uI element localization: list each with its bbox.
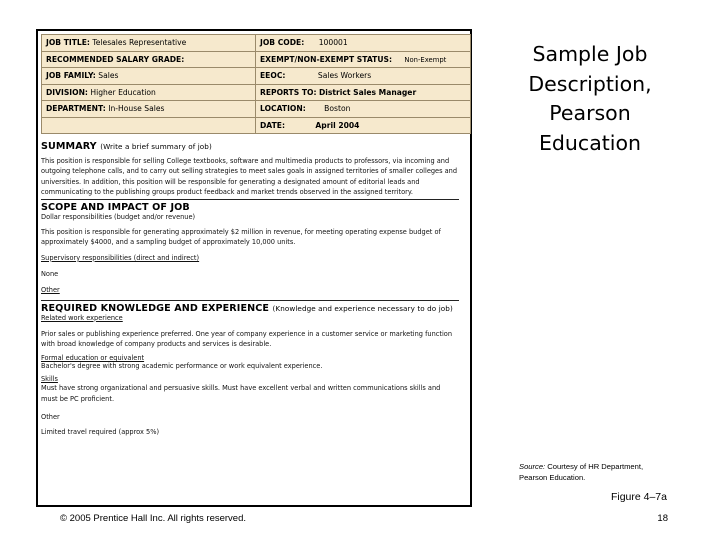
salary-grade-label: RECOMMENDED SALARY GRADE: bbox=[46, 54, 185, 64]
job-code-value: 100001 bbox=[318, 38, 348, 48]
divider bbox=[41, 300, 459, 301]
supervisory-value: None bbox=[41, 269, 59, 278]
location-value: Boston bbox=[324, 104, 351, 114]
source-note bbox=[519, 461, 699, 483]
division-value: Higher Education bbox=[90, 87, 156, 97]
scope-heading: SCOPE AND IMPACT OF JOB bbox=[41, 202, 190, 214]
reports-to-label: REPORTS TO: bbox=[260, 87, 317, 97]
header-row bbox=[42, 68, 471, 85]
job-family-label: JOB FAMILY: bbox=[46, 71, 96, 81]
summary-note: (Write a brief summary of job) bbox=[100, 142, 212, 151]
header-row bbox=[42, 101, 471, 118]
caption-line: Education bbox=[538, 130, 642, 155]
job-family-value: Sales bbox=[98, 71, 119, 81]
knowledge-note: (Knowledge and experience necessary to do job) bbox=[272, 303, 453, 313]
skills-label: Skills bbox=[41, 375, 58, 384]
division-label: DIVISION: bbox=[46, 87, 88, 97]
knowledge-other-text: Limited travel required (approx 5%) bbox=[41, 427, 160, 436]
eeoc-label: EEOC: bbox=[260, 71, 286, 81]
exempt-status-label: EXEMPT/NON-EXEMPT STATUS: bbox=[260, 54, 392, 64]
exempt-status-value: Non-Exempt bbox=[404, 55, 447, 64]
header-row bbox=[42, 35, 471, 52]
caption-line: Sample Job bbox=[532, 42, 648, 66]
reports-to-value: District Sales Manager bbox=[318, 87, 417, 97]
header-row bbox=[42, 117, 471, 134]
summary-text: This position is responsible for selling College textbooks, software and multimedia products to professors, via incoming and outgoing telephone calls, and to carry out selling strategies to meet sales goals in assigned territories of smaller colleges and universities. In addition, this position will be responsible for generating a designated amount of editorial leads and communicating to the publishing groups product feedback and market trends observed in the assigned territory. bbox=[41, 157, 458, 196]
source-text-line2: Pearson Education. bbox=[519, 473, 586, 482]
header-row bbox=[42, 51, 471, 68]
eeoc-value: Sales Workers bbox=[317, 71, 372, 81]
divider bbox=[41, 199, 459, 200]
dollar-responsibilities-label: Dollar responsibilities (budget and/or revenue) bbox=[41, 213, 196, 222]
knowledge-other-label: Other bbox=[41, 412, 60, 421]
job-title-label: JOB TITLE: bbox=[46, 38, 90, 48]
job-code-label: JOB CODE: bbox=[260, 38, 305, 48]
job-title-value: Telesales Representative bbox=[92, 38, 187, 48]
caption-line: Pearson bbox=[549, 101, 631, 125]
job-description-document bbox=[36, 29, 472, 507]
header-row bbox=[42, 84, 471, 101]
work-experience-text: Prior sales or publishing experience preferred. One year of company experience in a customer service or marketing function with broad knowledge of company products and services is desirable. bbox=[41, 329, 453, 349]
source-text: Courtesy of HR Department, bbox=[545, 462, 644, 471]
education-text: Bachelor's degree with strong academic performance or work equivalent experience. bbox=[41, 362, 323, 371]
copyright-notice: © 2005 Prentice Hall Inc. All rights reserved. bbox=[60, 513, 247, 524]
date-value: April 2004 bbox=[315, 120, 360, 130]
date-label: DATE: bbox=[260, 120, 285, 130]
document-body bbox=[41, 141, 459, 436]
location-label: LOCATION: bbox=[260, 104, 306, 114]
slide-caption bbox=[505, 40, 675, 158]
knowledge-heading: REQUIRED KNOWLEDGE AND EXPERIENCE (Knowledge and experience necessary to do job) bbox=[41, 302, 453, 314]
education-label: Formal education or equivalent bbox=[41, 354, 145, 363]
caption-line: Description, bbox=[528, 71, 652, 96]
department-value: In-House Sales bbox=[108, 104, 165, 114]
department-label: DEPARTMENT: bbox=[46, 104, 106, 114]
skills-text: Must have strong organizational and persuasive skills. Must have excellent verbal and written communications skills and must be PC proficient. bbox=[41, 384, 441, 403]
work-experience-label: Related work experience bbox=[41, 313, 123, 322]
figure-label: Figure 4–7a bbox=[610, 491, 667, 503]
summary-heading: SUMMARY (Write a brief summary of job) bbox=[41, 141, 212, 152]
supervisory-label: Supervisory responsibilities (direct and indirect) bbox=[41, 253, 200, 262]
job-header-table bbox=[41, 34, 471, 134]
page-number: 18 bbox=[657, 513, 668, 524]
dollar-responsibilities-text: This position is responsible for generating approximately $2 million in revenue, for meeting operating expense budget of approximately $4000, and a sampling budget of approximately 10,000 units. bbox=[41, 228, 441, 247]
scope-other-label: Other bbox=[41, 285, 60, 294]
source-lead: Source: bbox=[519, 462, 546, 471]
